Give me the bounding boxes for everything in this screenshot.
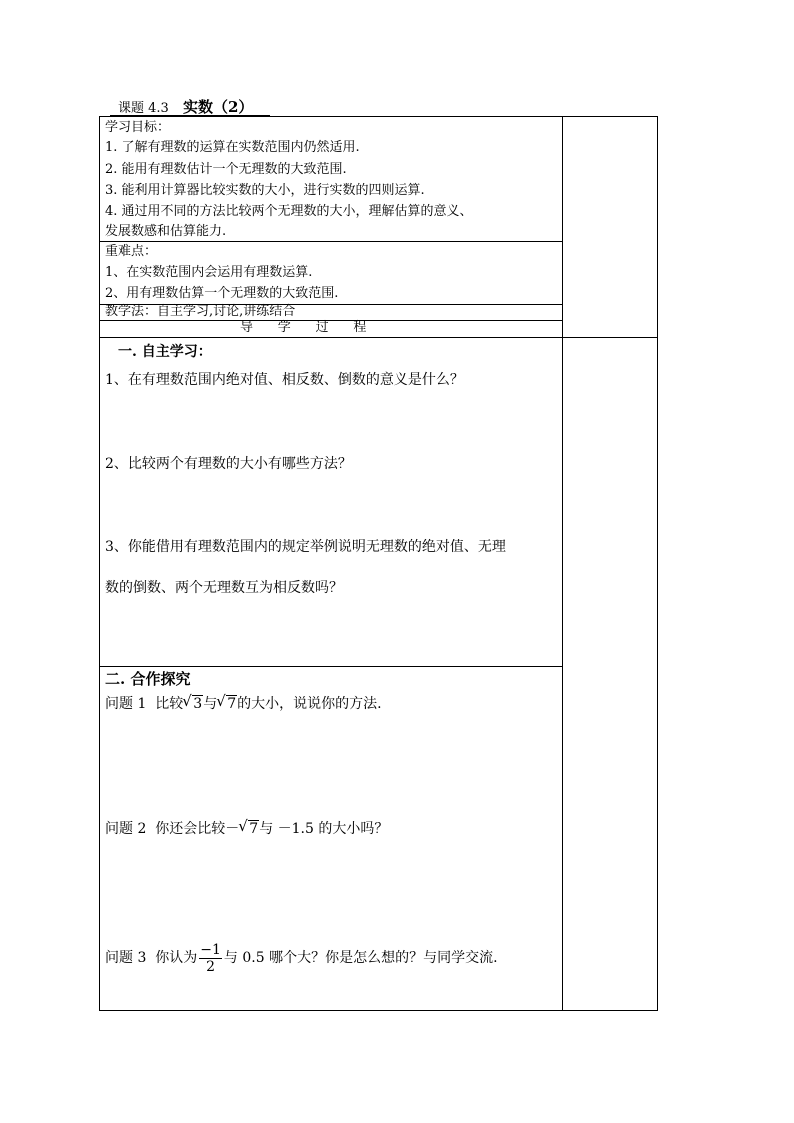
problem-label: 问题 2 <box>105 821 156 837</box>
problem-label: 问题 3 <box>105 950 156 966</box>
teaching-method: 教学法：自主学习,讨论,讲练结合 <box>105 304 296 319</box>
sqrt-symbol <box>218 695 237 713</box>
keypoint-item: 2、用有理数估算一个无理数的大致范围. <box>105 286 339 301</box>
table-left-border <box>99 116 100 1010</box>
keypoints-heading: 重难点： <box>105 244 158 259</box>
explore-problem-1 <box>105 695 382 713</box>
divider-goals <box>99 241 562 242</box>
process-heading: 导 学 过 程 <box>240 320 367 335</box>
explore-problem-2 <box>105 820 388 838</box>
sqrt-symbol <box>184 695 203 713</box>
goal-item: 2. 能用有理数估计一个无理数的大致范围. <box>105 162 347 177</box>
selfstudy-question-2: 2、比较两个有理数的大小有哪些方法？ <box>105 456 352 472</box>
selfstudy-question-1: 1、在有理数范围内绝对值、相反数、倒数的意义是什么？ <box>105 372 464 388</box>
problem-text: 的大小，说说你的方法. <box>237 696 382 712</box>
radicand: 7 <box>227 696 237 712</box>
sqrt-symbol <box>240 820 259 838</box>
lesson-title <box>118 96 253 117</box>
goals-heading: 学习目标： <box>105 120 171 135</box>
fraction <box>199 942 222 975</box>
radicand: 3 <box>193 696 203 712</box>
problem-text: 与 －1.5 的大小吗？ <box>259 821 389 837</box>
explore-heading: 二. 合作探究 <box>105 670 191 688</box>
problem-text: 与 0.5 哪个大？你是怎么想的？与同学交流. <box>223 950 498 966</box>
problem-label: 问题 1 <box>105 696 156 712</box>
table-right-border <box>657 116 658 1010</box>
problem-text: 与 <box>203 696 218 712</box>
selfstudy-question-3-line2: 数的倒数、两个无理数互为相反数吗？ <box>105 580 343 596</box>
table-bottom-border <box>99 1010 658 1011</box>
problem-text: 比较 <box>155 696 184 712</box>
table-column-divider <box>562 116 563 1010</box>
keypoint-item: 1、在实数范围内会运用有理数运算. <box>105 265 313 280</box>
divider-selfstudy <box>99 666 562 667</box>
problem-text: 你还会比较－ <box>155 821 240 837</box>
goal-item: 4. 通过用不同的方法比较两个无理数的大小，理解估算的意义、 <box>105 204 473 219</box>
selfstudy-heading: 一. 自主学习： <box>118 344 212 360</box>
goal-item: 发展数感和估算能力. <box>105 224 227 239</box>
explore-problem-3 <box>105 938 498 978</box>
divider-process <box>99 337 658 338</box>
radicand: 7 <box>249 821 259 837</box>
table-top-border <box>99 116 658 117</box>
title-prefix: 课题 4.3 <box>118 101 173 116</box>
goal-item: 3. 能利用计算器比较实数的大小，进行实数的四则运算. <box>105 183 425 198</box>
title-main: 实数（2） <box>182 98 254 116</box>
fraction-numerator: −1 <box>200 941 221 958</box>
selfstudy-question-3-line1: 3、你能借用有理数范围内的规定举例说明无理数的绝对值、无理 <box>105 539 506 555</box>
problem-text: 你认为 <box>155 950 198 966</box>
goal-item: 1. 了解有理数的运算在实数范围内仍然适用. <box>105 140 360 155</box>
fraction-denominator: 2 <box>206 958 216 975</box>
